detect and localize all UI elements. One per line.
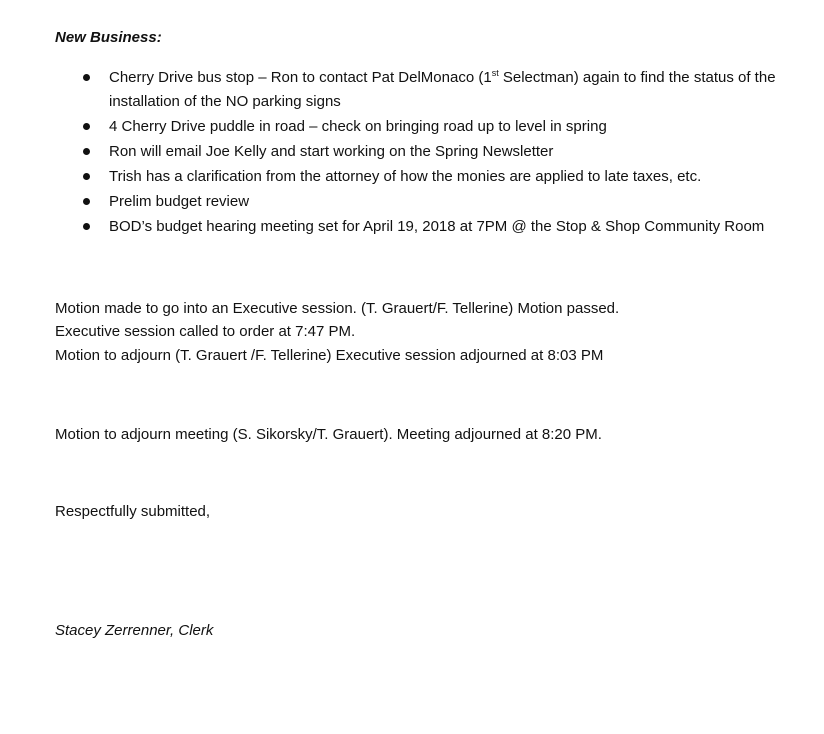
list-item-text: Cherry Drive bus stop – Ron to contact Pat DelMonaco (1st Selectman) again to find the status of the installation of the NO parking signs bbox=[109, 68, 776, 110]
list-item-text: Trish has a clarification from the attorney of how the monies are applied to late taxes, etc. bbox=[109, 167, 702, 185]
bullet-icon bbox=[83, 74, 90, 81]
list-item bbox=[0, 115, 824, 139]
executive-session-adjourn: Motion to adjourn (T. Grauert /F. Tellerine) Executive session adjourned at 8:03 PM bbox=[55, 347, 604, 364]
list-item-text: Ron will email Joe Kelly and start working on the Spring Newsletter bbox=[109, 142, 554, 160]
bullet-icon bbox=[83, 148, 90, 155]
new-business-list bbox=[0, 66, 824, 240]
bullet-icon bbox=[83, 223, 90, 230]
list-item-text: Prelim budget review bbox=[109, 192, 250, 210]
section-heading-new-business: New Business: bbox=[55, 29, 162, 46]
bullet-icon bbox=[83, 198, 90, 205]
closing-line: Respectfully submitted, bbox=[55, 503, 211, 520]
bullet-icon bbox=[83, 173, 90, 180]
list-item bbox=[0, 165, 824, 189]
list-item-text: BOD’s budget hearing meeting set for April 19, 2018 at 7PM @ the Stop & Shop Community Room bbox=[109, 217, 765, 235]
ordinal-suffix: st bbox=[491, 68, 499, 78]
list-item-text: 4 Cherry Drive puddle in road – check on bringing road up to level in spring bbox=[109, 117, 607, 135]
meeting-adjourn-motion: Motion to adjourn meeting (S. Sikorsky/T. Grauert). Meeting adjourned at 8:20 PM. bbox=[55, 426, 602, 443]
list-item bbox=[0, 215, 824, 239]
executive-session-motion: Motion made to go into an Executive session. (T. Grauert/F. Tellerine) Motion passed. bbox=[55, 300, 620, 317]
signature: Stacey Zerrenner, Clerk bbox=[55, 622, 214, 639]
list-item bbox=[0, 66, 824, 113]
list-item bbox=[0, 190, 824, 214]
executive-session-called-to-order: Executive session called to order at 7:47 PM. bbox=[55, 323, 356, 340]
list-item bbox=[0, 140, 824, 164]
bullet-icon bbox=[83, 123, 90, 130]
